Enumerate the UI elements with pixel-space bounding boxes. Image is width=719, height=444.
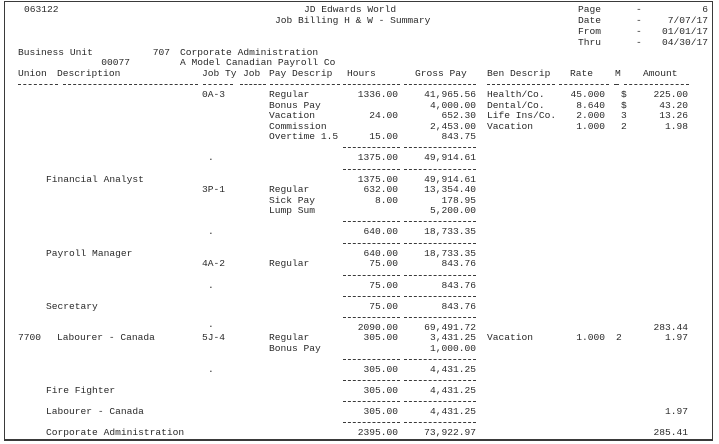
report-id: 063122 bbox=[24, 4, 59, 15]
from-value: 01/01/17 bbox=[661, 26, 708, 37]
subtotal-rule bbox=[404, 221, 476, 222]
gross-pay-cell: 1,000.00 bbox=[429, 343, 476, 354]
job-cell: . bbox=[208, 319, 214, 330]
header-rule bbox=[559, 84, 609, 85]
hours-cell: 640.00 bbox=[363, 226, 398, 237]
business-unit-code: 707 bbox=[152, 47, 170, 58]
gross-pay-cell: 69,491.72 bbox=[424, 322, 476, 333]
col-amount: Amount bbox=[643, 68, 678, 79]
company-name: A Model Canadian Payroll Co bbox=[180, 57, 336, 68]
description-cell: Secretary bbox=[46, 301, 98, 312]
date-sep: - bbox=[636, 15, 642, 26]
subtotal-rule bbox=[343, 401, 400, 402]
report-title: Job Billing H & W - Summary bbox=[275, 15, 431, 26]
pay-descrip-cell: Lump Sum bbox=[269, 205, 316, 216]
hours-cell: 305.00 bbox=[363, 385, 398, 396]
subtotal-rule bbox=[404, 401, 476, 402]
header-rule bbox=[487, 84, 555, 85]
gross-pay-cell: 2,453.00 bbox=[429, 121, 476, 132]
hours-cell: 8.00 bbox=[374, 195, 398, 206]
date-value: 7/07/17 bbox=[667, 15, 708, 26]
page-sep: - bbox=[636, 4, 642, 15]
subtotal-rule bbox=[404, 422, 476, 423]
description-cell: Payroll Manager bbox=[46, 248, 133, 259]
header-rule bbox=[343, 84, 400, 85]
company-code: 00077 bbox=[101, 57, 130, 68]
rate-cell: 1.000 bbox=[576, 332, 605, 343]
gross-pay-cell: 652.30 bbox=[441, 110, 476, 121]
col-ben-descrip: Ben Descrip bbox=[487, 68, 551, 79]
subtotal-rule bbox=[404, 275, 476, 276]
amount-cell: 43.20 bbox=[659, 100, 688, 111]
ben-descrip-cell: Life Ins/Co. bbox=[487, 110, 557, 121]
m-cell: 3 bbox=[621, 110, 627, 121]
hours-cell: 75.00 bbox=[369, 280, 398, 291]
pay-descrip-cell: Vacation bbox=[269, 110, 316, 121]
hours-cell: 640.00 bbox=[363, 248, 398, 259]
job-cell: . bbox=[208, 226, 214, 237]
amount-cell: 1.97 bbox=[664, 406, 688, 417]
gross-pay-cell: 13,354.40 bbox=[424, 184, 476, 195]
m-cell: 2 bbox=[616, 332, 622, 343]
subtotal-rule bbox=[404, 169, 476, 170]
pay-descrip-cell: Regular bbox=[269, 184, 310, 195]
subtotal-rule bbox=[343, 359, 400, 360]
subtotal-rule bbox=[343, 422, 400, 423]
header-rule bbox=[203, 84, 233, 85]
gross-pay-cell: 49,914.61 bbox=[424, 152, 476, 163]
rate-cell: 8.640 bbox=[576, 100, 605, 111]
hours-cell: 75.00 bbox=[369, 258, 398, 269]
header-rule bbox=[404, 84, 476, 85]
pay-descrip-cell: Bonus Pay bbox=[269, 100, 321, 111]
job-cell: 4A-2 bbox=[202, 258, 226, 269]
description-cell: Labourer - Canada bbox=[46, 406, 144, 417]
subtotal-rule bbox=[343, 221, 400, 222]
gross-pay-cell: 41,965.56 bbox=[424, 89, 476, 100]
pay-descrip-cell: Bonus Pay bbox=[269, 343, 321, 354]
gross-pay-cell: 843.76 bbox=[441, 258, 476, 269]
header-rule bbox=[63, 84, 198, 85]
description-cell: Financial Analyst bbox=[46, 174, 144, 185]
col-hours: Hours bbox=[347, 68, 376, 79]
gross-pay-cell: 4,000.00 bbox=[429, 100, 476, 111]
subtotal-rule bbox=[404, 317, 476, 318]
ben-descrip-cell: Dental/Co. bbox=[487, 100, 545, 111]
col-description: Description bbox=[57, 68, 121, 79]
description-cell: Labourer - Canada bbox=[57, 332, 155, 343]
subtotal-rule bbox=[404, 380, 476, 381]
header-rule bbox=[240, 84, 266, 85]
from-sep: - bbox=[636, 26, 642, 37]
gross-pay-cell: 5,200.00 bbox=[429, 205, 476, 216]
hours-cell: 75.00 bbox=[369, 301, 398, 312]
col-pay-descrip: Pay Descrip bbox=[269, 68, 333, 79]
m-cell: $ bbox=[621, 100, 627, 111]
hours-cell: 1336.00 bbox=[357, 89, 398, 100]
subtotal-rule bbox=[404, 243, 476, 244]
amount-cell: 225.00 bbox=[653, 89, 688, 100]
thru-value: 04/30/17 bbox=[661, 37, 708, 48]
header-rule bbox=[624, 84, 689, 85]
description-cell: Fire Fighter bbox=[46, 385, 116, 396]
job-cell: 0A-3 bbox=[202, 89, 226, 100]
gross-pay-cell: 73,922.97 bbox=[424, 427, 476, 438]
hours-cell: 2395.00 bbox=[357, 427, 398, 438]
amount-cell: 283.44 bbox=[653, 322, 688, 333]
subtotal-rule bbox=[343, 380, 400, 381]
gross-pay-cell: 18,733.35 bbox=[424, 248, 476, 259]
rate-cell: 1.000 bbox=[576, 121, 605, 132]
subtotal-rule bbox=[343, 296, 400, 297]
hours-cell: 24.00 bbox=[369, 110, 398, 121]
business-unit-name: Corporate Administration bbox=[180, 47, 319, 58]
m-cell: 2 bbox=[621, 121, 627, 132]
gross-pay-cell: 3,431.25 bbox=[429, 332, 476, 343]
hours-cell: 632.00 bbox=[363, 184, 398, 195]
description-cell: Corporate Administration bbox=[46, 427, 185, 438]
gross-pay-cell: 178.95 bbox=[441, 195, 476, 206]
gross-pay-cell: 843.75 bbox=[441, 131, 476, 142]
subtotal-rule bbox=[404, 359, 476, 360]
hours-cell: 305.00 bbox=[363, 406, 398, 417]
pay-descrip-cell: Regular bbox=[269, 258, 310, 269]
pay-descrip-cell: Overtime 1.5 bbox=[269, 131, 339, 142]
gross-pay-cell: 843.76 bbox=[441, 280, 476, 291]
pay-descrip-cell: Sick Pay bbox=[269, 195, 316, 206]
col-gross-pay: Gross Pay bbox=[415, 68, 467, 79]
page-label: Page bbox=[578, 4, 602, 15]
job-cell: 3P-1 bbox=[202, 184, 226, 195]
pay-descrip-cell: Regular bbox=[269, 332, 310, 343]
header-rule bbox=[18, 84, 58, 85]
subtotal-rule bbox=[343, 243, 400, 244]
amount-cell: 1.97 bbox=[664, 332, 688, 343]
subtotal-rule bbox=[404, 147, 476, 148]
gross-pay-cell: 4,431.25 bbox=[429, 364, 476, 375]
col-union: Union bbox=[18, 68, 47, 79]
system-name: JD Edwards World bbox=[304, 4, 397, 15]
date-label: Date bbox=[578, 15, 602, 26]
gross-pay-cell: 49,914.61 bbox=[424, 174, 476, 185]
rate-cell: 2.000 bbox=[576, 110, 605, 121]
business-unit-label: Business Unit bbox=[18, 47, 93, 58]
page-value: 6 bbox=[702, 4, 708, 15]
gross-pay-cell: 4,431.25 bbox=[429, 406, 476, 417]
amount-cell: 13.26 bbox=[659, 110, 688, 121]
from-label: From bbox=[578, 26, 602, 37]
col-job: Job bbox=[243, 68, 261, 79]
gross-pay-cell: 843.76 bbox=[441, 301, 476, 312]
hours-cell: 1375.00 bbox=[357, 152, 398, 163]
hours-cell: 1375.00 bbox=[357, 174, 398, 185]
union-cell: 7700 bbox=[18, 332, 42, 343]
job-cell: . bbox=[208, 152, 214, 163]
rate-cell: 45.000 bbox=[570, 89, 605, 100]
thru-label: Thru bbox=[578, 37, 602, 48]
job-cell: . bbox=[208, 280, 214, 291]
hours-cell: 2090.00 bbox=[357, 322, 398, 333]
hours-cell: 305.00 bbox=[363, 364, 398, 375]
gross-pay-cell: 4,431.25 bbox=[429, 385, 476, 396]
amount-cell: 285.41 bbox=[653, 427, 688, 438]
header-rule bbox=[270, 84, 340, 85]
thru-sep: - bbox=[636, 37, 642, 48]
subtotal-rule bbox=[343, 317, 400, 318]
m-cell: $ bbox=[621, 89, 627, 100]
gross-pay-cell: 18,733.35 bbox=[424, 226, 476, 237]
subtotal-rule bbox=[343, 169, 400, 170]
hours-cell: 305.00 bbox=[363, 332, 398, 343]
header-rule bbox=[614, 84, 619, 85]
ben-descrip-cell: Vacation bbox=[487, 121, 534, 132]
pay-descrip-cell: Regular bbox=[269, 89, 310, 100]
job-cell: . bbox=[208, 364, 214, 375]
subtotal-rule bbox=[343, 147, 400, 148]
ben-descrip-cell: Vacation bbox=[487, 332, 534, 343]
col-rate: Rate bbox=[570, 68, 594, 79]
subtotal-rule bbox=[404, 296, 476, 297]
amount-cell: 1.98 bbox=[664, 121, 688, 132]
ben-descrip-cell: Health/Co. bbox=[487, 89, 545, 100]
job-cell: 5J-4 bbox=[202, 332, 226, 343]
pay-descrip-cell: Commission bbox=[269, 121, 327, 132]
subtotal-rule bbox=[343, 275, 400, 276]
hours-cell: 15.00 bbox=[369, 131, 398, 142]
col-m: M bbox=[615, 68, 621, 79]
col-job-ty: Job Ty bbox=[202, 68, 237, 79]
